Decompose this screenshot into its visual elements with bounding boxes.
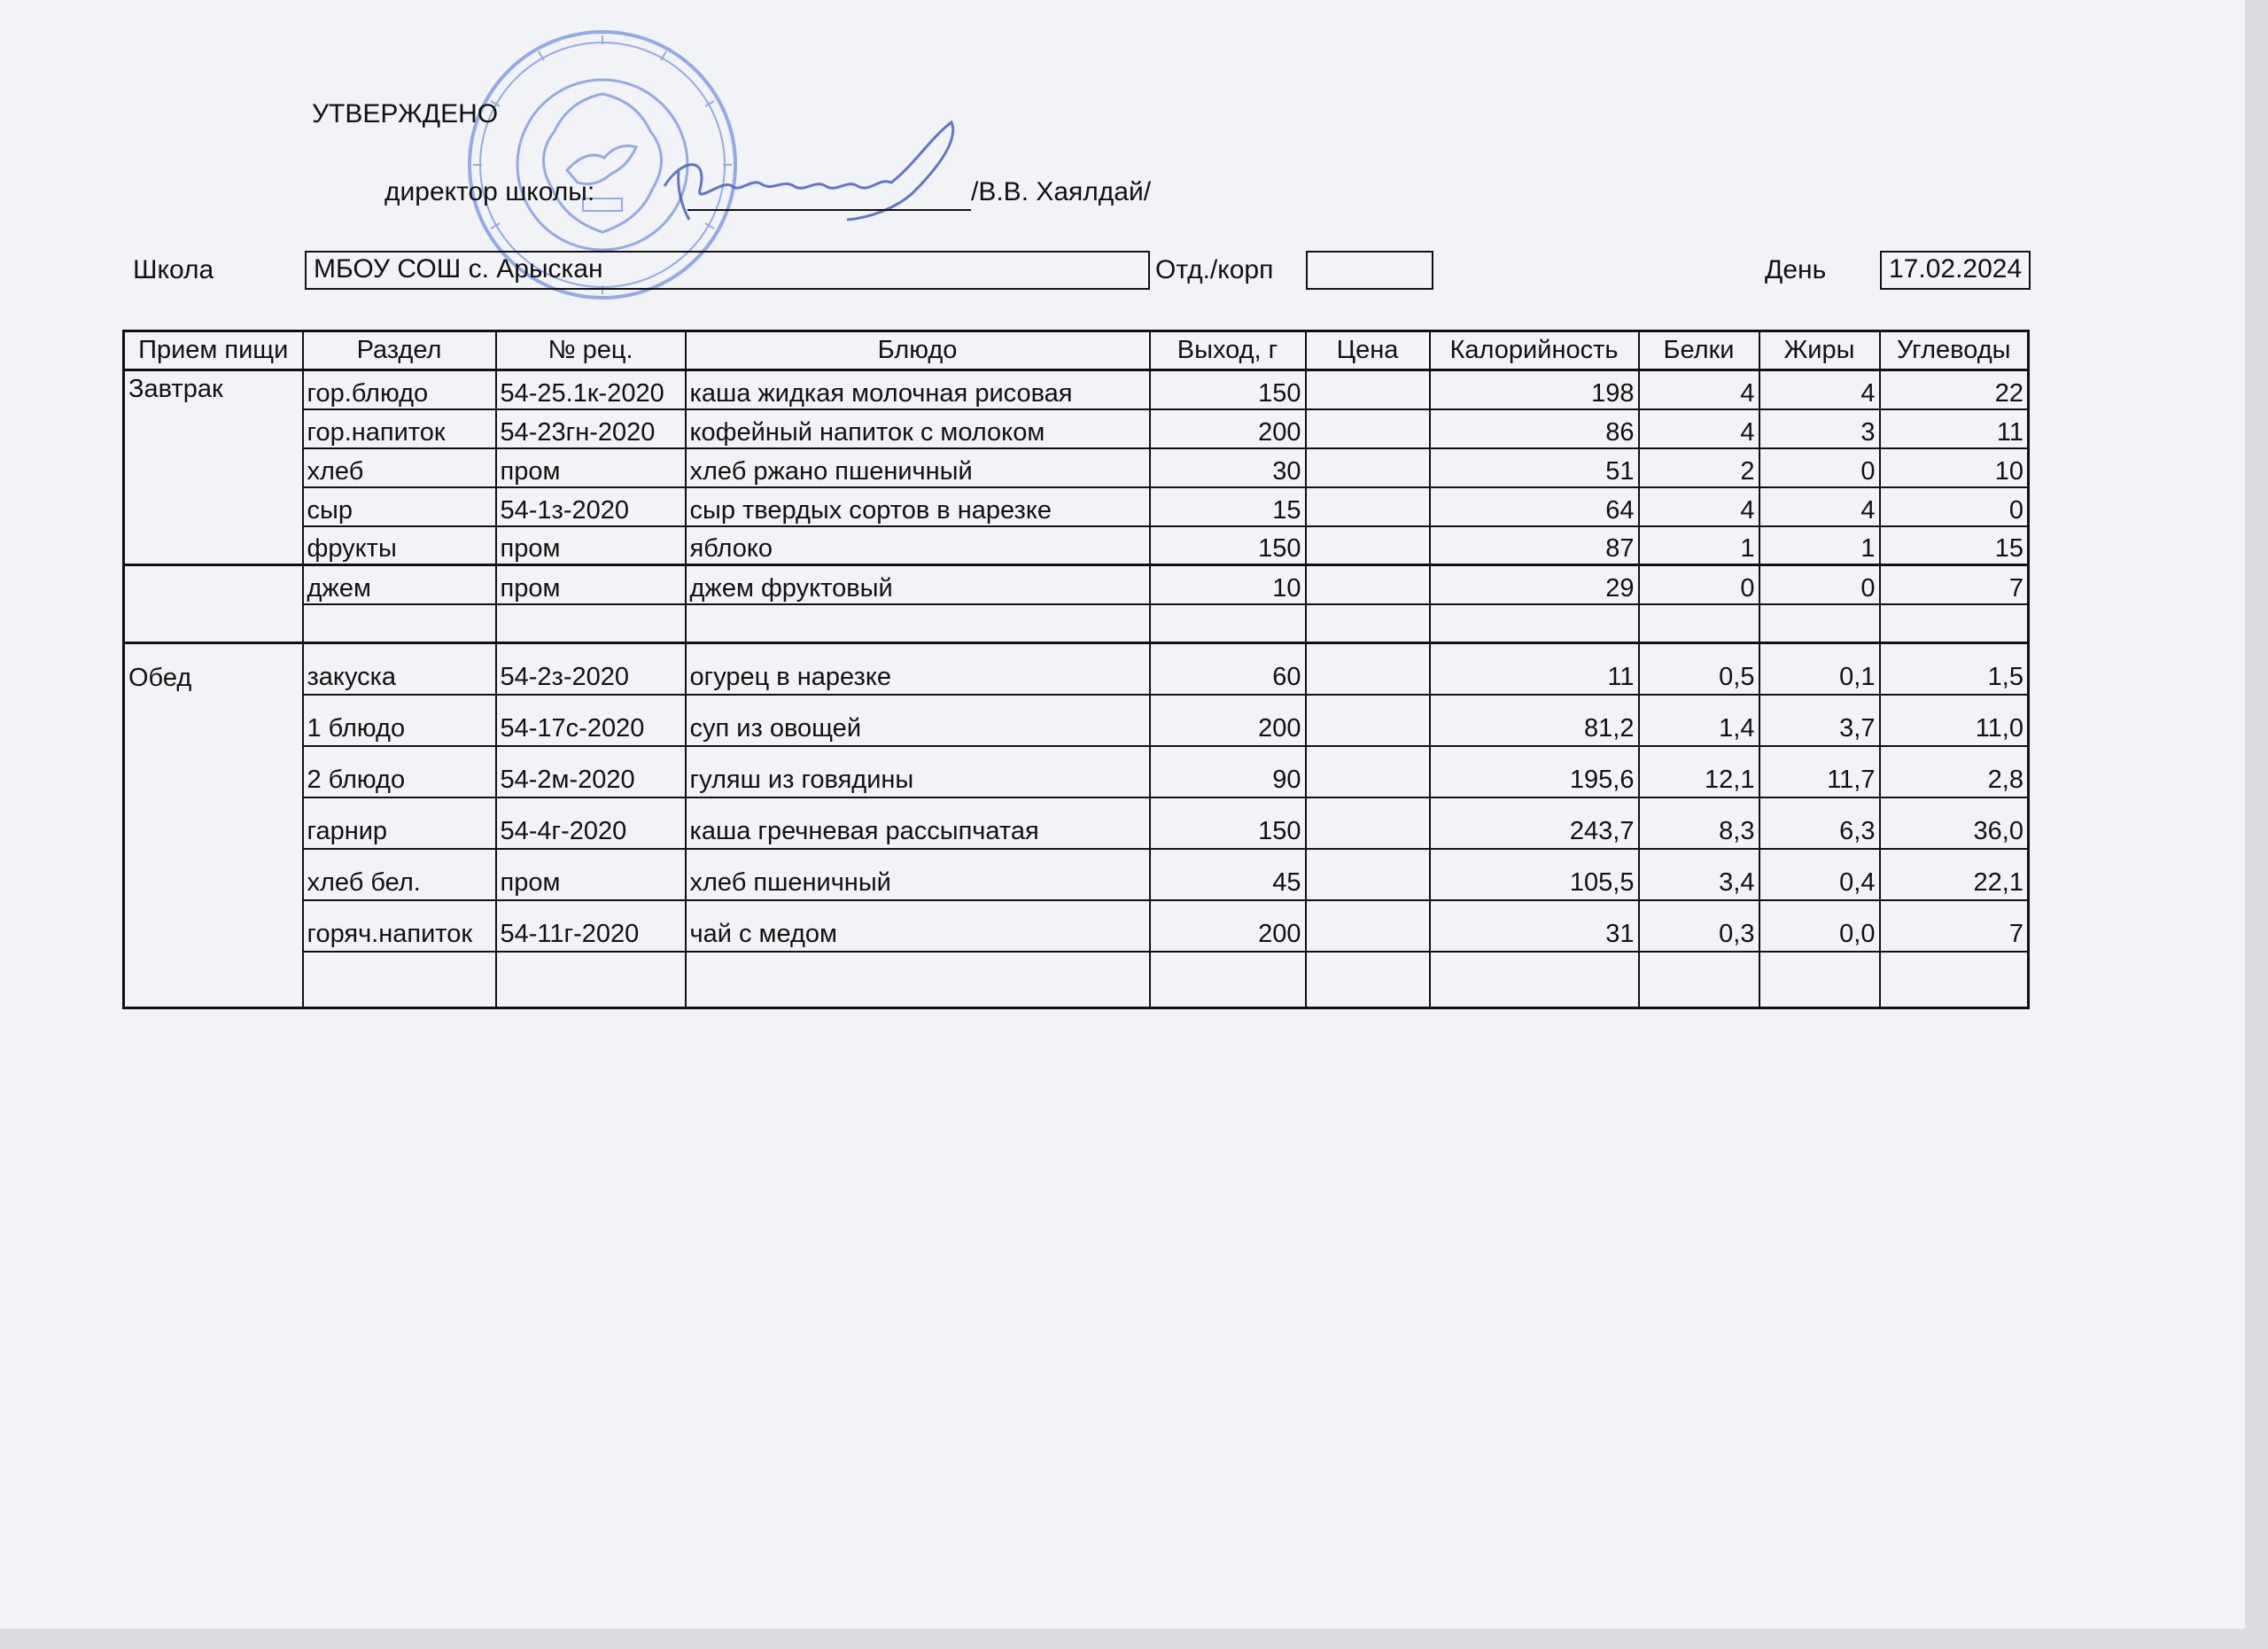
fat-cell: 3 — [1759, 409, 1880, 448]
fat-cell: 0 — [1759, 565, 1880, 604]
school-label: Школа — [133, 255, 214, 284]
recipe-cell: пром — [496, 448, 686, 487]
table-row-empty — [124, 604, 2029, 643]
dish-cell: джем фруктовый — [686, 565, 1150, 604]
price-cell — [1306, 370, 1430, 409]
director-name: /В.В. Хаялдай/ — [971, 177, 1152, 206]
director-signature — [647, 105, 966, 246]
column-header: Белки — [1639, 331, 1759, 370]
dept-field[interactable] — [1306, 251, 1433, 290]
recipe-cell: 54-1з-2020 — [496, 487, 686, 526]
empty-cell — [496, 952, 686, 1008]
recipe-cell: пром — [496, 849, 686, 900]
menu-table — [122, 330, 2030, 1009]
dish-cell: суп из овощей — [686, 695, 1150, 746]
director-label: директор школы: — [384, 177, 595, 206]
empty-cell — [1759, 604, 1880, 643]
yield-cell: 150 — [1150, 370, 1306, 409]
fat-cell: 4 — [1759, 370, 1880, 409]
price-cell — [1306, 526, 1430, 565]
recipe-cell: 54-25.1к-2020 — [496, 370, 686, 409]
protein-cell: 1,4 — [1639, 695, 1759, 746]
table-row — [124, 526, 2029, 565]
fat-cell: 0 — [1759, 448, 1880, 487]
column-header: Блюдо — [686, 331, 1150, 370]
kcal-cell: 11 — [1430, 643, 1639, 695]
table-row — [124, 565, 2029, 604]
fat-cell: 3,7 — [1759, 695, 1880, 746]
day-label: День — [1765, 255, 1827, 284]
school-field[interactable]: МБОУ СОШ с. Арыскан — [305, 251, 1150, 290]
kcal-cell: 64 — [1430, 487, 1639, 526]
empty-cell — [1150, 604, 1306, 643]
section-cell: гарнир — [303, 797, 496, 849]
section-cell: хлеб бел. — [303, 849, 496, 900]
column-header: Выход, г — [1150, 331, 1306, 370]
kcal-cell: 51 — [1430, 448, 1639, 487]
empty-cell — [1880, 604, 2029, 643]
dept-label: Отд./корп — [1155, 255, 1274, 284]
approved-label: УТВЕРЖДЕНО — [312, 99, 499, 128]
protein-cell: 12,1 — [1639, 746, 1759, 797]
dish-cell: кофейный напиток с молоком — [686, 409, 1150, 448]
kcal-cell: 243,7 — [1430, 797, 1639, 849]
protein-cell: 0,5 — [1639, 643, 1759, 695]
signature-line — [687, 209, 971, 211]
column-header: Калорийность — [1430, 331, 1639, 370]
section-cell: закуска — [303, 643, 496, 695]
table-row — [124, 849, 2029, 900]
recipe-cell: 54-2м-2020 — [496, 746, 686, 797]
dish-cell: чай с медом — [686, 900, 1150, 952]
column-header: Жиры — [1759, 331, 1880, 370]
yield-cell: 200 — [1150, 695, 1306, 746]
yield-cell: 10 — [1150, 565, 1306, 604]
empty-cell — [1880, 952, 2029, 1008]
price-cell — [1306, 695, 1430, 746]
protein-cell: 4 — [1639, 487, 1759, 526]
protein-cell: 4 — [1639, 370, 1759, 409]
price-cell — [1306, 409, 1430, 448]
carbs-cell: 0 — [1880, 487, 2029, 526]
column-header: Раздел — [303, 331, 496, 370]
dish-cell: хлеб пшеничный — [686, 849, 1150, 900]
price-cell — [1306, 900, 1430, 952]
protein-cell: 0 — [1639, 565, 1759, 604]
empty-cell — [686, 952, 1150, 1008]
kcal-cell: 198 — [1430, 370, 1639, 409]
section-cell: 2 блюдо — [303, 746, 496, 797]
fat-cell: 0,1 — [1759, 643, 1880, 695]
fat-cell: 1 — [1759, 526, 1880, 565]
page-edge — [0, 1629, 2268, 1649]
recipe-cell: 54-2з-2020 — [496, 643, 686, 695]
price-cell — [1306, 448, 1430, 487]
fat-cell: 0,4 — [1759, 849, 1880, 900]
yield-cell: 200 — [1150, 900, 1306, 952]
empty-cell — [1306, 604, 1430, 643]
yield-cell: 90 — [1150, 746, 1306, 797]
carbs-cell: 10 — [1880, 448, 2029, 487]
yield-cell: 30 — [1150, 448, 1306, 487]
fat-cell: 11,7 — [1759, 746, 1880, 797]
dish-cell: хлеб ржано пшеничный — [686, 448, 1150, 487]
price-cell — [1306, 643, 1430, 695]
carbs-cell: 7 — [1880, 565, 2029, 604]
section-cell: горяч.напиток — [303, 900, 496, 952]
empty-cell — [1430, 952, 1639, 1008]
meal-cell — [124, 565, 303, 643]
section-cell: фрукты — [303, 526, 496, 565]
yield-cell: 200 — [1150, 409, 1306, 448]
kcal-cell: 195,6 — [1430, 746, 1639, 797]
empty-cell — [1639, 604, 1759, 643]
meal-cell: Обед — [124, 643, 303, 1008]
carbs-cell: 7 — [1880, 900, 2029, 952]
table-row-empty — [124, 952, 2029, 1008]
kcal-cell: 86 — [1430, 409, 1639, 448]
kcal-cell: 105,5 — [1430, 849, 1639, 900]
empty-cell — [1430, 604, 1639, 643]
dish-cell: каша гречневая рассыпчатая — [686, 797, 1150, 849]
fat-cell: 6,3 — [1759, 797, 1880, 849]
yield-cell: 60 — [1150, 643, 1306, 695]
table-row — [124, 487, 2029, 526]
price-cell — [1306, 849, 1430, 900]
price-cell — [1306, 565, 1430, 604]
column-header: Углеводы — [1880, 331, 2029, 370]
yield-cell: 150 — [1150, 797, 1306, 849]
empty-cell — [686, 604, 1150, 643]
section-cell: сыр — [303, 487, 496, 526]
empty-cell — [303, 604, 496, 643]
table-row — [124, 409, 2029, 448]
price-cell — [1306, 487, 1430, 526]
table-header-row — [124, 331, 2029, 370]
section-cell: 1 блюдо — [303, 695, 496, 746]
recipe-cell: 54-11г-2020 — [496, 900, 686, 952]
day-field[interactable]: 17.02.2024 — [1880, 251, 2031, 290]
fat-cell: 0,0 — [1759, 900, 1880, 952]
table-row — [124, 900, 2029, 952]
section-cell: гор.блюдо — [303, 370, 496, 409]
carbs-cell: 1,5 — [1880, 643, 2029, 695]
empty-cell — [1639, 952, 1759, 1008]
protein-cell: 2 — [1639, 448, 1759, 487]
protein-cell: 1 — [1639, 526, 1759, 565]
section-cell: джем — [303, 565, 496, 604]
empty-cell — [496, 604, 686, 643]
kcal-cell: 31 — [1430, 900, 1639, 952]
empty-cell — [1759, 952, 1880, 1008]
yield-cell: 15 — [1150, 487, 1306, 526]
table-row — [124, 695, 2029, 746]
table-row — [124, 746, 2029, 797]
carbs-cell: 22 — [1880, 370, 2029, 409]
recipe-cell: 54-23гн-2020 — [496, 409, 686, 448]
protein-cell: 8,3 — [1639, 797, 1759, 849]
price-cell — [1306, 797, 1430, 849]
dish-cell: гуляш из говядины — [686, 746, 1150, 797]
carbs-cell: 36,0 — [1880, 797, 2029, 849]
protein-cell: 4 — [1639, 409, 1759, 448]
section-cell: гор.напиток — [303, 409, 496, 448]
recipe-cell: 54-4г-2020 — [496, 797, 686, 849]
carbs-cell: 11 — [1880, 409, 2029, 448]
kcal-cell: 87 — [1430, 526, 1639, 565]
table-row — [124, 370, 2029, 409]
empty-cell — [1150, 952, 1306, 1008]
kcal-cell: 81,2 — [1430, 695, 1639, 746]
carbs-cell: 22,1 — [1880, 849, 2029, 900]
table-row — [124, 448, 2029, 487]
fat-cell: 4 — [1759, 487, 1880, 526]
recipe-cell: пром — [496, 565, 686, 604]
empty-cell — [303, 952, 496, 1008]
section-cell: хлеб — [303, 448, 496, 487]
carbs-cell: 2,8 — [1880, 746, 2029, 797]
dish-cell: яблоко — [686, 526, 1150, 565]
kcal-cell: 29 — [1430, 565, 1639, 604]
carbs-cell: 11,0 — [1880, 695, 2029, 746]
price-cell — [1306, 746, 1430, 797]
column-header: Прием пищи — [124, 331, 303, 370]
carbs-cell: 15 — [1880, 526, 2029, 565]
recipe-cell: пром — [496, 526, 686, 565]
meal-cell: Завтрак — [124, 370, 303, 565]
dish-cell: огурец в нарезке — [686, 643, 1150, 695]
recipe-cell: 54-17с-2020 — [496, 695, 686, 746]
dish-cell: сыр твердых сортов в нарезке — [686, 487, 1150, 526]
yield-cell: 45 — [1150, 849, 1306, 900]
table-row — [124, 797, 2029, 849]
protein-cell: 0,3 — [1639, 900, 1759, 952]
table-row — [124, 643, 2029, 695]
empty-cell — [1306, 952, 1430, 1008]
column-header: Цена — [1306, 331, 1430, 370]
column-header: № рец. — [496, 331, 686, 370]
yield-cell: 150 — [1150, 526, 1306, 565]
protein-cell: 3,4 — [1639, 849, 1759, 900]
page-edge — [2245, 0, 2268, 1649]
dish-cell: каша жидкая молочная рисовая — [686, 370, 1150, 409]
